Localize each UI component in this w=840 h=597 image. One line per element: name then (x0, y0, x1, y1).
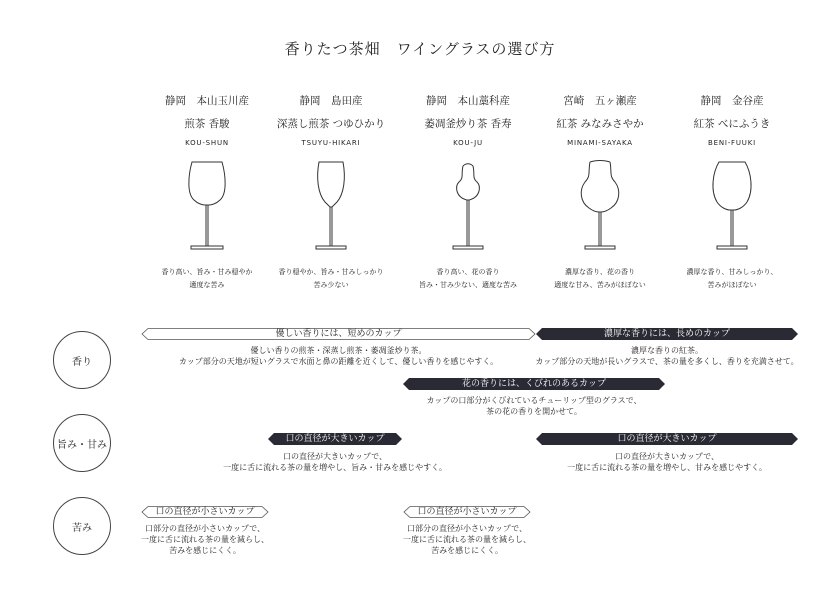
tea-region: 静岡 金谷産 (700, 95, 764, 107)
tea-region: 静岡 島田産 (299, 95, 363, 107)
tea-name: 紅茶 べにふうき (693, 118, 771, 130)
note-bitter-left: 口部分の直径が小さいカップで、 一度に舌に流れる茶の量を減らし、 苦みを感じにくく。 (141, 524, 269, 555)
banner-floral-aroma: 花の香りには、くびれのあるカップ (403, 378, 665, 390)
short-bowl-wine-glass-icon (172, 160, 242, 256)
tea-profile-tsuyuhikari: 香り穏やか、旨み・甘みしっかり 苦み少ない (278, 268, 384, 289)
category-aroma: 香り (53, 331, 111, 389)
tea-profile-kouju: 香り高い、花の香り 旨み・甘み少ない、適度な苦み (419, 268, 517, 289)
tea-region: 静岡 本山藁科産 (426, 95, 510, 107)
tall-narrow-wine-glass-icon (296, 160, 366, 256)
tea-roman-name: KOU-JU (453, 139, 483, 147)
tea-column-benifuuki (657, 94, 807, 147)
tea-name: 深蒸し煎茶 つゆひかり (276, 118, 386, 130)
tea-roman-name: TSUYU-HIKARI (301, 139, 361, 147)
note-bitter-mid: 口部分の直径が小さいカップで、 一度に舌に流れる茶の量を減らし、 苦みを感じにくく。 (403, 524, 531, 555)
tea-name: 紅茶 みなみさやか (556, 118, 644, 130)
note-floral-aroma: カップの口部分がくびれているチューリップ型のグラスで、 茶の花の香りを開かせて。 (426, 396, 642, 416)
category-umami-sweetness: 旨み・甘み (53, 414, 111, 472)
banner-umami-wide-mouth-left: 口の直径が大きいカップ (268, 433, 402, 445)
banner-bitter-narrow-mouth-mid: 口の直径が小さいカップ (403, 506, 531, 518)
tea-region: 静岡 本山玉川産 (165, 95, 249, 107)
tea-column-minamisayaka (525, 94, 675, 147)
large-tulip-glass-icon (565, 160, 635, 256)
banner-umami-wide-mouth-right: 口の直径が大きいカップ (536, 433, 798, 445)
page-title: 香りたつ茶畑 ワイングラスの選び方 (284, 40, 556, 58)
tea-roman-name: KOU-SHUN (185, 139, 229, 147)
tea-profile-koushun: 香り高い、旨み・甘み穏やか 適度な苦み (161, 268, 253, 289)
tulip-glass-icon (433, 160, 503, 256)
note-umami-right: 口の直径が大きいカップで、 一度に舌に流れる茶の量を増やし、甘みを感じやすく。 (567, 452, 767, 472)
category-bitterness: 苦み (53, 497, 111, 555)
bordeaux-glass-icon (697, 160, 767, 256)
tea-region: 宮崎 五ヶ瀬産 (563, 95, 637, 107)
tea-column-kouju (393, 94, 543, 147)
note-umami-left: 口の直径が大きいカップで、 一度に舌に流れる茶の量を増やし、旨み・甘みを感じやすく。 (223, 452, 447, 472)
tea-name: 煎茶 香駿 (184, 118, 230, 130)
note-rich-aroma: 濃厚な香りの紅茶。 カップ部分の天地が長いグラスで、茶の量を多くし、香りを充満させて。 (535, 346, 799, 366)
banner-gentle-aroma: 優しい香りには、短めのカップ (141, 328, 536, 340)
tea-name: 萎凋釜炒り茶 香寿 (424, 118, 512, 130)
tea-profile-benifuuki: 濃厚な香り、甘みしっかり、 苦みがほぼない (686, 268, 778, 289)
tea-profile-minamisayaka: 濃厚な香り、花の香り 適度な甘み、苦みがほぼない (554, 268, 646, 289)
tea-roman-name: BENI-FUUKI (708, 139, 756, 147)
banner-rich-aroma: 濃厚な香りには、長めのカップ (536, 328, 798, 340)
tea-roman-name: MINAMI-SAYAKA (567, 139, 633, 147)
tea-column-tsuyuhikari (256, 94, 406, 147)
note-gentle-aroma: 優しい香りの煎茶・深蒸し煎茶・萎凋釜炒り茶。 カップ部分の天地が短いグラスで水面と鼻の距離を近くして、優しい香りを感じやすく。 (178, 346, 499, 366)
banner-bitter-narrow-mouth-left: 口の直径が小さいカップ (141, 506, 269, 518)
